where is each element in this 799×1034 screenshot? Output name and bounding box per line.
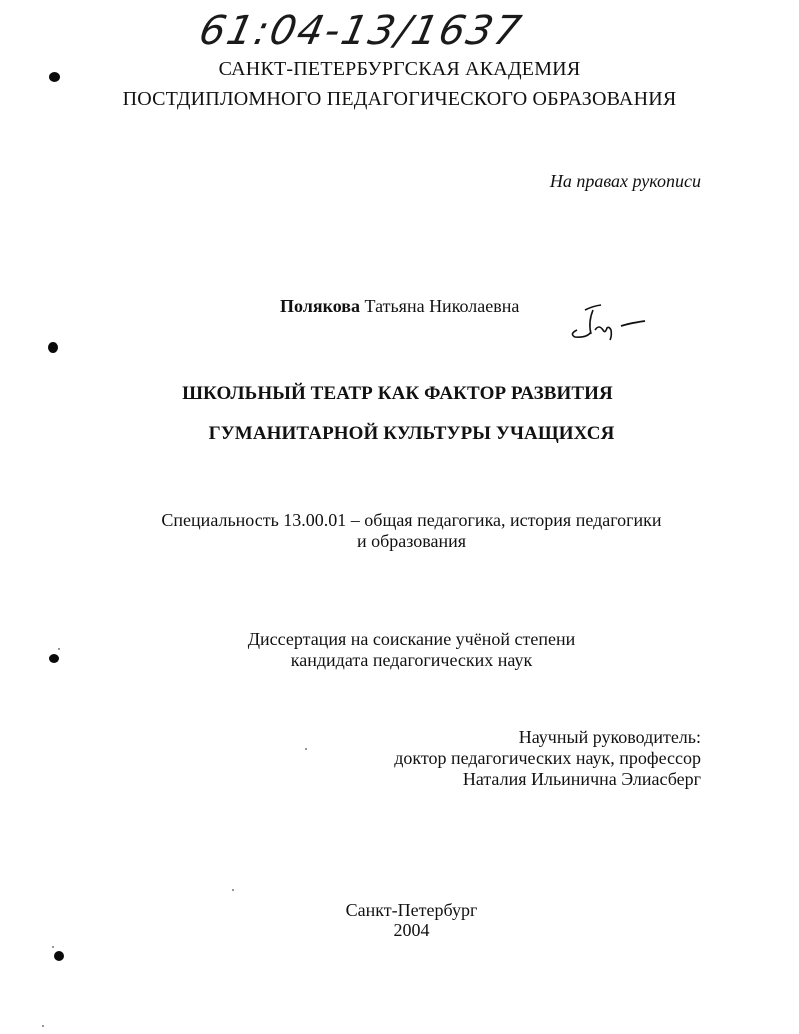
degree-line1: Диссертация на соискание учёной степени xyxy=(247,629,576,649)
dissertation-title-line2: ГУМАНИТАРНОЙ КУЛЬТУРЫ УЧАЩИХСЯ xyxy=(208,423,615,444)
handwritten-catalog-number: 61:04-13/1637 xyxy=(195,8,527,54)
institution-name-line1: САНКТ-ПЕТЕРБУРГСКАЯ АКАДЕМИЯ xyxy=(218,58,581,80)
year: 2004 xyxy=(393,920,430,940)
place: Санкт-Петербург xyxy=(345,900,478,920)
supervisor-credentials: доктор педагогических наук, профессор xyxy=(394,748,701,768)
signature-mark xyxy=(555,300,650,345)
author-surname: Полякова xyxy=(280,296,361,316)
supervisor-block xyxy=(394,727,701,790)
scan-speck xyxy=(232,889,234,891)
scan-speck xyxy=(52,946,54,948)
specialty-line1: Специальность 13.00.01 – общая педагогика, история педагогики xyxy=(161,510,662,530)
author-given-names: Татьяна Николаевна xyxy=(364,296,520,316)
punch-hole-mark xyxy=(48,342,58,353)
rights-note: На правах рукописи xyxy=(549,171,701,191)
scan-speck xyxy=(305,748,307,750)
dissertation-title-line1: ШКОЛЬНЫЙ ТЕАТР КАК ФАКТОР РАЗВИТИЯ xyxy=(182,383,613,404)
supervisor-name: Наталия Ильинична Элиасберг xyxy=(462,769,701,789)
punch-hole-mark xyxy=(54,951,64,961)
degree-line2: кандидата педагогических наук xyxy=(290,650,533,670)
institution-name-line2: ПОСТДИПЛОМНОГО ПЕДАГОГИЧЕСКОГО ОБРАЗОВАНИЯ xyxy=(122,88,677,110)
author-name xyxy=(280,296,519,317)
scan-speck xyxy=(42,1025,44,1027)
specialty-line2: и образования xyxy=(356,531,467,551)
supervisor-label: Научный руководитель: xyxy=(518,727,701,747)
